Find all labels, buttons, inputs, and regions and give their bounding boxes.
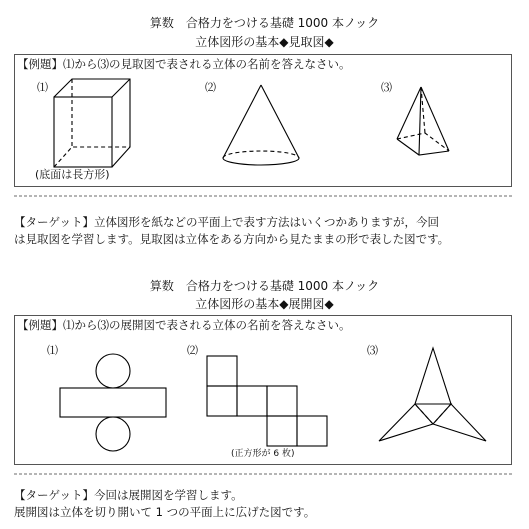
section2-target-line2: 展開図は立体を切り開いて 1 つの平面上に広げた図です。 bbox=[14, 505, 316, 519]
nets-drawing bbox=[15, 316, 513, 466]
section2-subtitle: 立体図形の基本◆展開図◆ bbox=[195, 297, 334, 311]
section2-example-header: 【例題】⑴から⑶の展開図で表される立体の名前を答えなさい。 bbox=[17, 318, 351, 332]
section1-title: 算数 合格力をつける基礎 1000 本ノック bbox=[149, 16, 380, 30]
section2-note: (正方形が 6 枚) bbox=[231, 449, 295, 459]
section1-target-line2: は見取図を学習します。見取図は立体をある方向から見たままの形で表した図です。 bbox=[14, 232, 450, 246]
section1-label-1: ⑴ bbox=[37, 81, 48, 94]
section2-label-3: ⑶ bbox=[367, 344, 378, 357]
section1-subtitle: 立体図形の基本◆見取図◆ bbox=[195, 35, 334, 49]
section2-example-box bbox=[14, 315, 512, 465]
section1-example-header: 【例題】⑴から⑶の見取図で表される立体の名前を答えなさい。 bbox=[17, 57, 351, 71]
section1-note: (底面は長方形) bbox=[35, 168, 110, 181]
section2-label-1: ⑴ bbox=[47, 344, 58, 357]
section1-example-box bbox=[14, 54, 512, 187]
section1-divider bbox=[14, 192, 512, 200]
section2-label-2: ⑵ bbox=[187, 344, 198, 357]
section1-target-line1: 【ターゲット】立体図形を紙などの平面上で表す方法はいくつかありますが，今回 bbox=[14, 215, 440, 229]
section2-title: 算数 合格力をつける基礎 1000 本ノック bbox=[149, 279, 380, 293]
section2-target-line1: 【ターゲット】今回は展開図を学習します。 bbox=[14, 488, 243, 502]
section1-label-3: ⑶ bbox=[381, 81, 392, 94]
section2-divider bbox=[14, 470, 512, 478]
section1-label-2: ⑵ bbox=[205, 81, 216, 94]
